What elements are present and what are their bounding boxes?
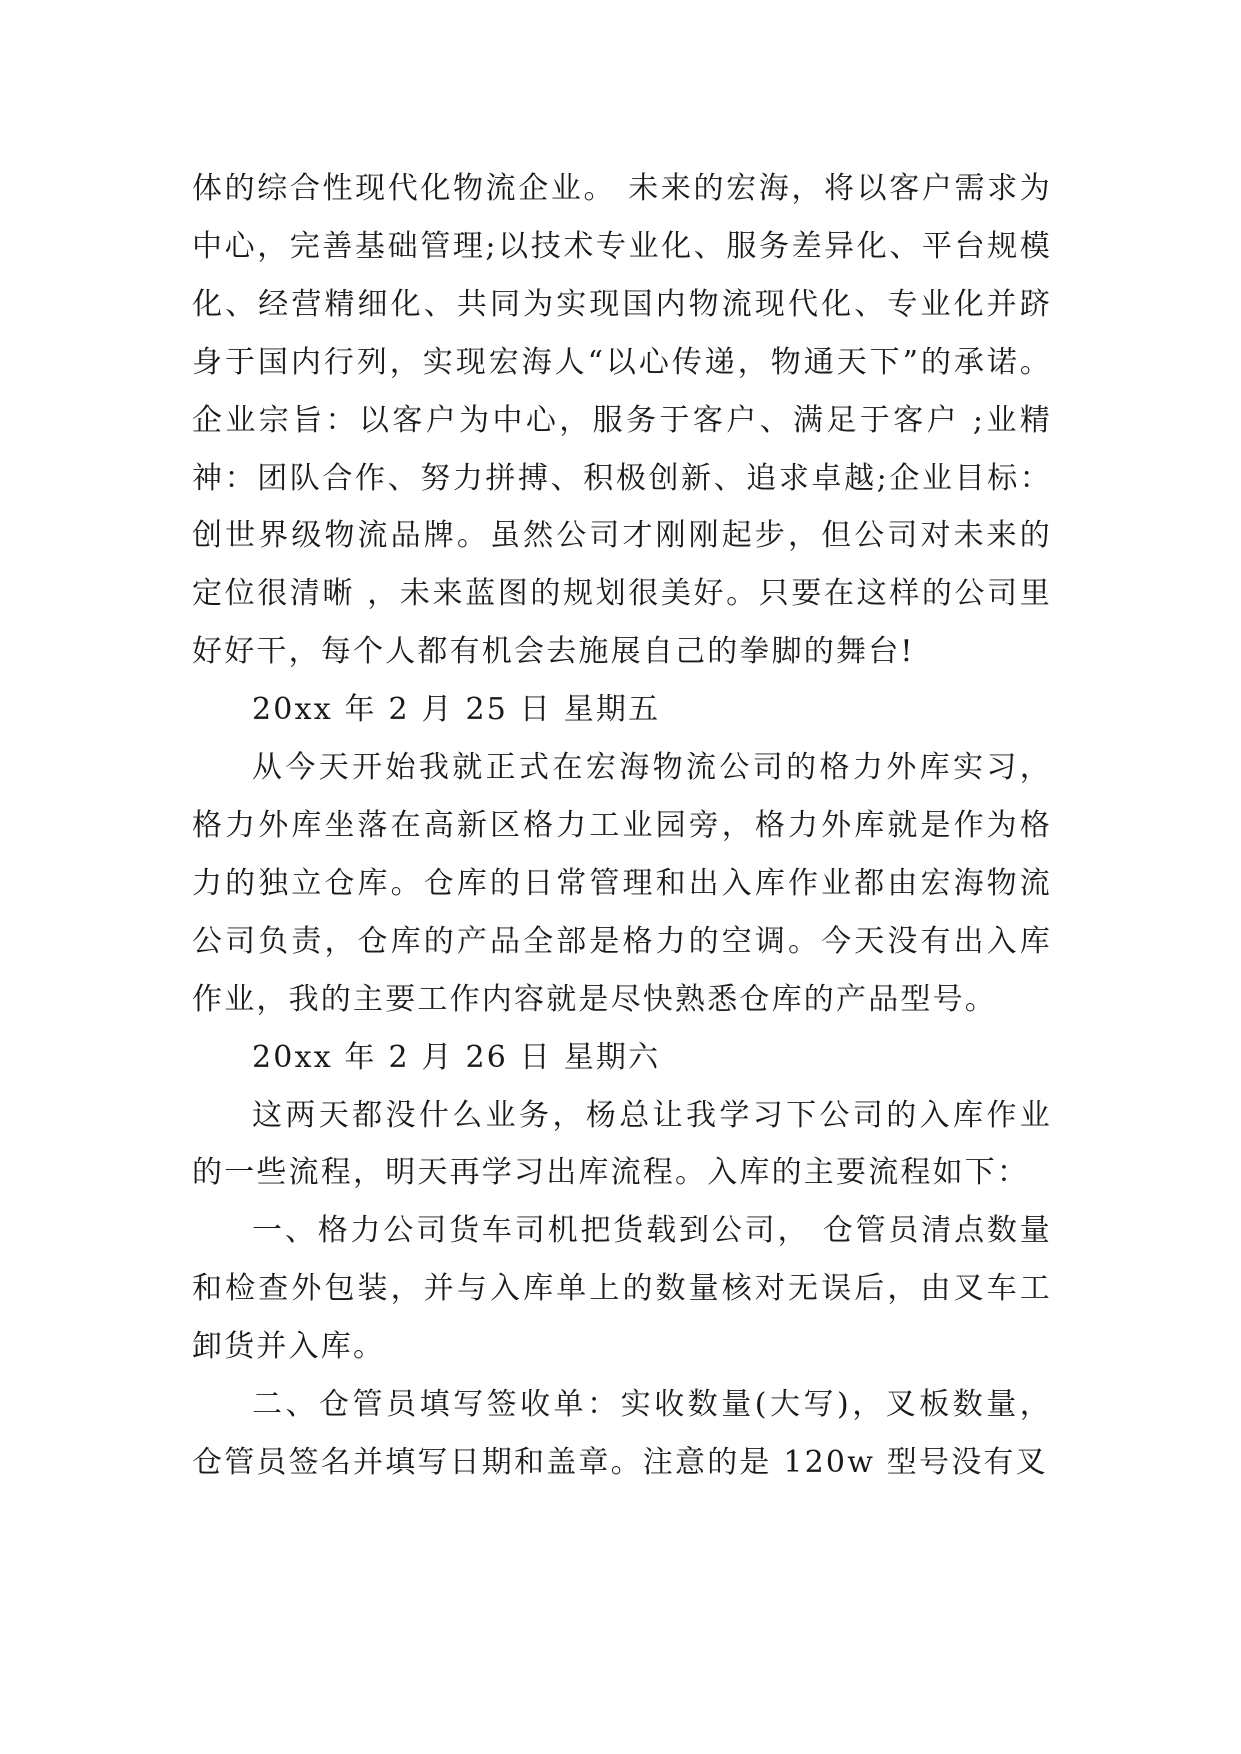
diary-date-feb-26: 20xx 年 2 月 26 日 星期六 <box>252 1039 661 1075</box>
paragraph-entry-feb-25: 从今天开始我就正式在宏海物流公司的格力外库实习，格力外库坐落在高新区格力工业园旁，格力外库就是作为格力的独立仓库。仓库的日常管理和出入库作业都由宏海物流公司负责，仓库的产品全部是格力的空调。今天没有出入库作业，我的主要工作内容就是尽快熟悉仓库的产品型号。 <box>192 750 1052 1017</box>
diary-date-feb-25: 20xx 年 2 月 25 日 星期五 <box>252 692 661 728</box>
paragraph-step-1: 一、格力公司货车司机把货载到公司， 仓管员清点数量和检查外包装，并与入库单上的数量核对无误后，由叉车工卸货并入库。 <box>192 1213 1052 1365</box>
paragraph-entry-feb-26: 这两天都没什么业务，杨总让我学习下公司的入库作业的一些流程，明天再学习出库流程。入库的主要流程如下： <box>192 1097 1052 1191</box>
paragraph-step-2: 二、仓管员填写签收单：实收数量(大写)，叉板数量，仓管员签名并填写日期和盖章。注意的是 120w 型号没有叉 <box>192 1387 1052 1480</box>
paragraph-intro-continued: 体的综合性现代化物流企业。 未来的宏海，将以客户需求为中心，完善基础管理;以技术专业化、服务差异化、平台规模化、经营精细化、共同为实现国内物流现代化、专业化并跻身于国内行列，实现宏海人“以心传递，物通天下”的承诺。 企业宗旨：以客户为中心，服务于客户、满足于客户 ;业精神：团队合作、努力拼搏、积极创新、追求卓越;企业目标：创世界级物流品牌。虽然公司才刚刚起步，但公司对未来的定位很清晰 ，未来蓝图的规划很美好。只要在这样的公司里好好干，每个人都有机会去施展自己的拳脚的舞台! <box>192 171 1052 670</box>
document-body <box>192 160 1052 1492</box>
